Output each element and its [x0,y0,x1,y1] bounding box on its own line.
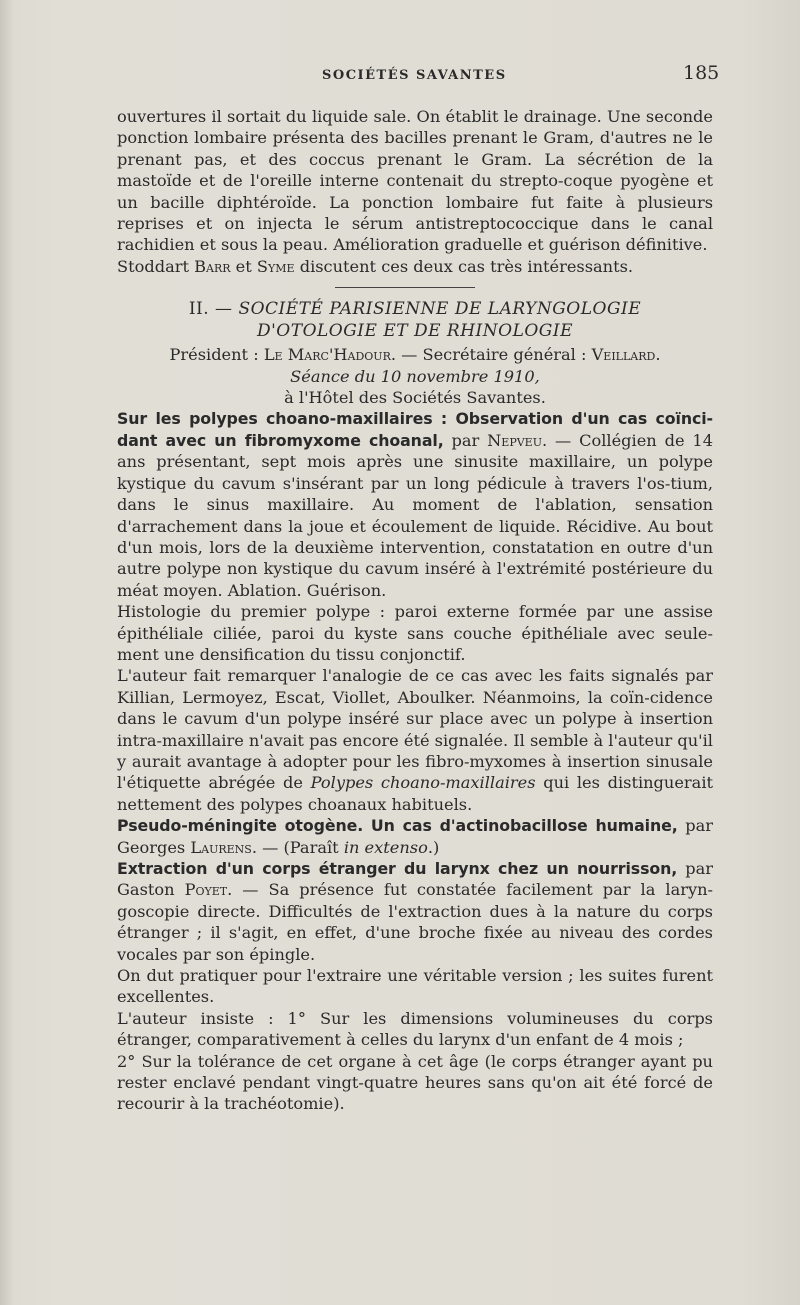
section-officers: Président : Le Marc'Hadour. — Secrétaire général : Veillard. [169,345,661,365]
paragraph-tolerance: 2° Sur la tolérance de cet organe à cet âge (le corps étranger ayant pu rester enclavé pendant vingt-quatre heures sans qu'on ait été forcé de recourir à la trachéotomie). [117,1051,713,1114]
article-title-corps-etranger: Extraction d'un corps étranger du larynx chez un nourrisson, [117,859,678,878]
article-pseudo-meningite: Pseudo-méningite otogène. Un cas d'actinobacillose humaine, par Georges Laurens. — (Paraît in extenso.) [117,816,713,857]
article-polypes: Sur les polypes choano-maxillaires : Observation d'un cas coïnci-dant avec un fibromyxome choanal, par Nepveu. — Collégien de 14 ans présentant, sept mois après une sinusite maxillaire, un polype kystique du cavum s'insérant par un long pédicule à travers l'os-tium, dans le sinus maxillaire. Au moment de l'ablation, sensation d'arrachement dans la joue et écoulement de liquide. Récidive. Au bout d'un mois, lors de la deuxième intervention, constatation en outre d'un autre polype non kystique du cavum inséré à l'extrémité postérieure du méat moyen. Ablation. Guérison. [117,409,713,600]
paragraph-mastoid-case: ouvertures il sortait du liquide sale. On établit le drainage. Une seconde ponction lombaire présenta des bacilles prenant le Gram, d'autres ne le prenant pas, et des coccus prenant le Gram. La sécrétion de la mastoïde et de l'oreille interne contenait du strepto-coque pyogène et un bacille diphtéroïde. La ponction lombaire fut faite à plusieurs reprises et on injecta le sérum antistreptococcique dans le canal rachidien et sous la peau. Amélioration graduelle et guérison définitive. [117,107,713,255]
article-title-polypes: Sur les polypes choano-maxillaires : Observation d'un cas coïnci-dant avec un fibromyxome choanal, [117,409,713,450]
author-nepveu: Nepveu [487,430,542,450]
paragraph-insiste: L'auteur insiste : 1° Sur les dimensions volumineuses du corps étranger, comparativement à celles du larynx d'un enfant de 4 mois ; [117,1008,713,1050]
paragraph-version: On dut pratiquer pour l'extraire une véritable version ; les suites furent excellentes. [117,966,713,1007]
author-poyet: Poyet [184,880,228,900]
session-date: Séance du 10 novembre 1910, [290,366,540,386]
article-corps-etranger: Extraction d'un corps étranger du larynx chez un nourrisson, par Gaston Poyet. — Sa présence fut constatée facilement par la laryn-goscopie directe. Difficultés de l'extraction dues à la nature du corps étranger ; il s'agit, en effet, d'une broche fixée au niveau des cordes vocales par son épingle. [117,859,713,964]
section-heading: II. — SOCIÉTÉ PARISIENNE DE LARYNGOLOGIE D'OTOLOGIE ET DE RHINOLOGIE [188,299,642,342]
page-number: 185 [683,62,720,84]
body-text [117,106,713,1115]
session-venue: à l'Hôtel des Sociétés Savantes. [284,388,546,408]
paragraph-remark: L'auteur fait remarquer l'analogie de ce cas avec les faits signalés par Killian, Lermoyez, Escat, Viollet, Aboulker. Néanmoins, la coïn-cidence dans le cavum d'un polype inséré sur place avec un polype à insertion intra-maxillaire n'avait pas encore été signalée. Il semble à l'auteur qu'il y aurait avantage à adopter pour les fibro-myxomes à insertion sinusale l'étiquette abrégée de Polypes choano-maxillaires qui les distinguerait nettement des polypes choanaux habituels. [117,666,713,814]
author-syme: Syme [256,256,295,276]
page-header [0,60,800,90]
section-divider [335,287,475,288]
paragraph-histology: Histologie du premier polype : paroi externe formée par une assise épithéliale ciliée, paroi du kyste sans couche épithéliale avec seule-ment une densification du tissu conjonctif. [117,602,713,664]
article-title-pseudo-meningite: Pseudo-méningite otogène. Un cas d'actinobacillose humaine, [117,816,678,836]
paragraph-discussion: Stoddart Barr et Syme discutent ces deux cas très intéressants. [117,256,634,276]
author-laurens: Laurens [190,837,252,857]
author-barr: Barr [194,256,231,276]
running-head: SOCIÉTÉS SAVANTES [322,68,507,83]
